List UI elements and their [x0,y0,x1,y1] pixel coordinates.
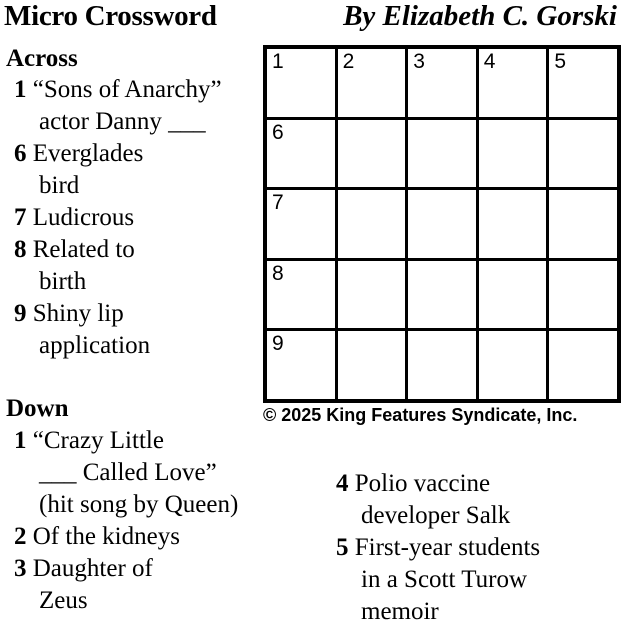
cell-number: 6 [272,120,284,144]
clue-text: Polio vaccine [354,470,491,497]
clue-text: (hit song by Queen) [39,491,239,518]
grid-cell[interactable] [267,190,335,258]
grid-cell[interactable] [338,331,406,399]
clue-number: 3 [14,555,27,582]
clue-text: First-year students [354,534,541,561]
clue-text: ___ Called Love” [39,459,217,486]
grid-cell[interactable] [479,261,547,329]
down-heading: Down [6,395,69,422]
clue-text: Ludicrous [32,204,135,231]
puzzle-byline: By Elizabeth C. Gorski [343,0,617,32]
grid-cell[interactable] [267,331,335,399]
across-clue-7[interactable] [14,202,134,234]
clue-text: bird [39,172,80,199]
clue-number: 6 [14,140,27,167]
across-heading: Across [6,45,78,72]
down-clue-2[interactable] [14,521,180,553]
clue-text: Of the kidneys [32,523,180,550]
cell-number: 5 [554,50,567,73]
clue-text: Daughter of [32,555,153,582]
grid-cell[interactable] [338,49,406,117]
clue-text: actor Danny ___ [39,108,206,135]
down-clue-1[interactable] [14,425,238,521]
clue-number: 2 [14,523,27,550]
grid-cell[interactable] [408,261,476,329]
across-clue-6[interactable] [14,138,143,202]
cell-number: 1 [272,50,284,73]
grid-cell[interactable] [267,49,335,117]
cell-number: 2 [342,50,355,73]
puzzle-title: Micro Crossword [4,0,217,32]
clue-text: developer Salk [361,502,511,529]
cell-number: 8 [272,261,284,285]
cell-number: 4 [483,50,496,73]
clue-text: Zeus [39,587,88,614]
grid-cell[interactable] [549,120,617,188]
clue-text: memoir [361,598,439,625]
clue-number: 4 [336,470,349,497]
grid-cell[interactable] [479,120,547,188]
down-clue-4[interactable] [336,468,510,532]
grid-cell[interactable] [408,120,476,188]
grid-cell[interactable] [408,190,476,258]
grid-cell[interactable] [549,49,617,117]
clue-text: application [39,332,151,359]
clue-text: Shiny lip [32,300,124,327]
grid-cell[interactable] [408,331,476,399]
grid-cell[interactable] [338,120,406,188]
grid-cell[interactable] [549,261,617,329]
cell-number: 9 [272,332,284,356]
across-clue-8[interactable] [14,234,135,298]
cell-number: 7 [272,191,284,215]
clue-number: 1 [14,76,27,103]
grid-cell[interactable] [338,261,406,329]
clue-text: “Crazy Little [32,427,164,454]
across-clue-9[interactable] [14,298,150,362]
clue-number: 5 [336,534,349,561]
clue-text: “Sons of Anarchy” [32,76,222,103]
clue-text: in a Scott Turow [361,566,528,593]
clue-text: Everglades [32,140,144,167]
grid-cell[interactable] [408,49,476,117]
clue-number: 8 [14,236,27,263]
copyright-notice: © 2025 King Features Syndicate, Inc. [263,405,578,425]
grid-cell[interactable] [338,190,406,258]
down-clue-3[interactable] [14,553,153,617]
grid-cell[interactable] [479,331,547,399]
grid-cell[interactable] [267,120,335,188]
across-clue-1[interactable] [14,74,222,138]
grid-cell[interactable] [479,49,547,117]
grid-cell[interactable] [549,190,617,258]
cell-number: 3 [413,50,425,73]
clue-number: 1 [14,427,27,454]
crossword-grid [263,45,621,403]
grid-cell[interactable] [267,261,335,329]
grid-cell[interactable] [479,190,547,258]
grid-cell[interactable] [549,331,617,399]
clue-text: Related to [32,236,135,263]
clue-number: 9 [14,300,27,327]
down-clue-5[interactable] [336,532,540,628]
clue-text: birth [39,268,87,295]
clue-number: 7 [14,204,27,231]
